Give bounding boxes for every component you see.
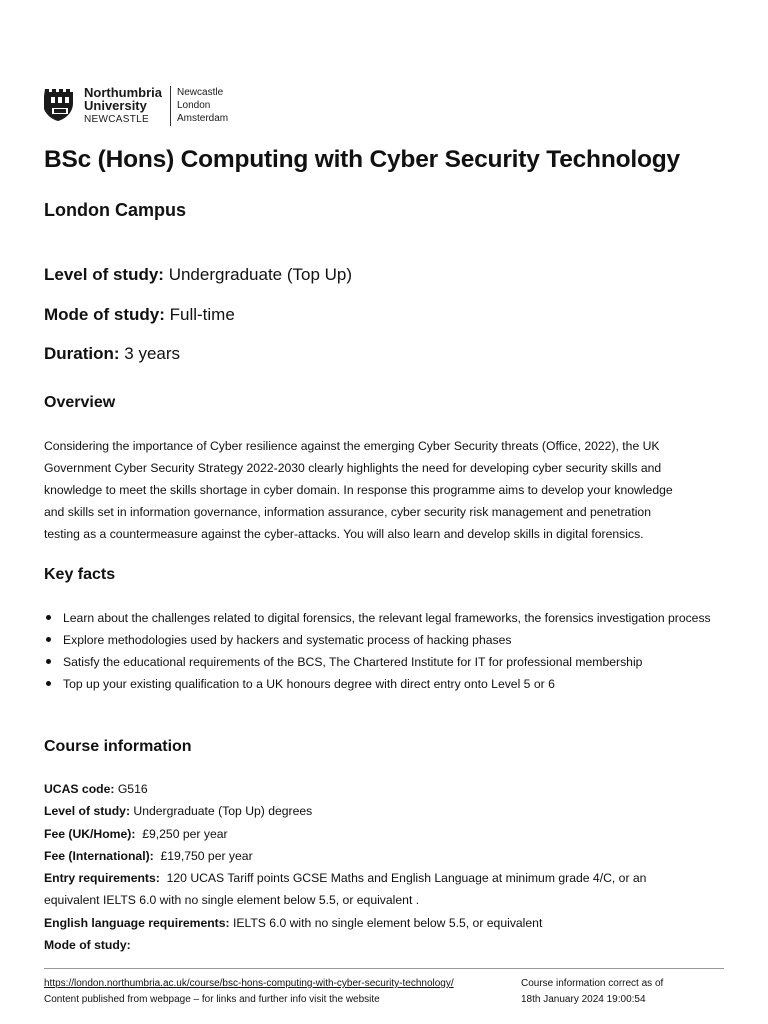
key-facts-list (44, 607, 734, 695)
overview-line: Government Cyber Security Strategy 2022-2030 clearly highlights the need for developing cyber security skills and (44, 461, 662, 475)
brand-wordmark (84, 86, 162, 126)
overview-text (44, 435, 734, 545)
overview-line: knowledge to meet the skills shortage in cyber domain. In response this programme aims to develop your knowledge (44, 483, 673, 497)
english-value: IELTS 6.0 with no single element below 5.5, or equivalent (232, 915, 543, 930)
key-fact-item: Satisfy the educational requirements of the BCS, The Chartered Institute for IT for professional membership (44, 651, 734, 673)
mode-of-study (44, 305, 235, 325)
campus-amsterdam: Amsterdam (177, 113, 229, 124)
duration-label: Duration: (44, 344, 120, 363)
entry-requirements-row (44, 867, 734, 889)
footer-left (44, 976, 514, 1007)
course-info-heading: Course information (44, 738, 192, 755)
fee-int-label: Fee (International): (44, 848, 154, 863)
key-fact-item: Top up your existing qualification to a UK honours degree with direct entry onto Level 5 or 6 (44, 673, 734, 695)
key-facts-heading: Key facts (44, 566, 116, 583)
overview-heading: Overview (44, 394, 116, 411)
fee-international-row (44, 845, 734, 867)
entry-line-1: 120 UCAS Tariff points GCSE Maths and English Language at minimum grade 4/C, or an (166, 871, 647, 886)
level-label: Level of study: (44, 804, 131, 819)
level-value: Undergraduate (Top Up) degrees (133, 804, 313, 819)
mode-value: Full-time (169, 305, 235, 324)
overview-line: testing as a countermeasure against the cyber-attacks. You will also learn and develop skills in digital forensics. (44, 527, 644, 541)
ucas-code-row (44, 778, 734, 800)
campus-newcastle: Newcastle (177, 87, 224, 98)
duration (44, 344, 180, 364)
fee-uk-value: £9,250 per year (142, 826, 228, 841)
overview-line: and skills set in information governance, information assurance, cyber security risk management and penetration (44, 505, 651, 519)
duration-value: 3 years (124, 344, 181, 363)
ucas-label: UCAS code: (44, 782, 115, 796)
entry-label: Entry requirements: (44, 871, 160, 886)
brand-line-3: NEWCASTLE (84, 114, 149, 125)
campus-list (177, 86, 228, 125)
mode-label: Mode of study: (44, 938, 131, 953)
english-label: English language requirements: (44, 915, 230, 930)
mode-label: Mode of study: (44, 305, 165, 324)
campus-subtitle: London Campus (44, 200, 186, 220)
university-logo (44, 86, 228, 126)
logo-divider (170, 86, 171, 126)
fee-uk-row (44, 823, 734, 845)
fee-int-value: £19,750 per year (160, 848, 253, 863)
entry-requirements-row-2 (44, 889, 734, 911)
page-title: BSc (Hons) Computing with Cyber Security Technology (44, 146, 680, 173)
key-fact-item: Explore methodologies used by hackers and systematic process of hacking phases (44, 629, 734, 651)
fee-uk-label: Fee (UK/Home): (44, 826, 136, 841)
level-value: Undergraduate (Top Up) (168, 265, 353, 284)
footer-note: Content published from webpage – for links and further info visit the website (44, 993, 380, 1005)
key-fact-item: Learn about the challenges related to digital forensics, the relevant legal frameworks, the forensics investigation process (44, 607, 734, 629)
level-row (44, 800, 734, 822)
footer-divider (44, 968, 724, 969)
course-url-link[interactable]: https://london.northumbria.ac.uk/course/bsc-hons-computing-with-cyber-security-technology/ (44, 978, 454, 989)
campus-london: London (177, 100, 211, 111)
entry-line-2: equivalent IELTS 6.0 with no single element below 5.5, or equivalent . (44, 893, 420, 908)
level-of-study (44, 265, 352, 285)
mode-of-study-row (44, 934, 734, 956)
course-info (44, 778, 734, 956)
brand-line-2: University (84, 98, 147, 113)
footer-correct-as-of: Course information correct as of (521, 978, 664, 989)
overview-line: Considering the importance of Cyber resilience against the emerging Cyber Security threats (Office, 2022), the UK (44, 439, 660, 453)
ucas-value: G516 (117, 782, 148, 796)
brand-line-1: Northumbria (84, 85, 162, 100)
footer-right (521, 976, 721, 1007)
level-label: Level of study: (44, 265, 164, 284)
english-requirements-row (44, 912, 734, 934)
footer-timestamp: 18th January 2024 19:00:54 (521, 993, 646, 1005)
crest-icon (44, 87, 76, 123)
